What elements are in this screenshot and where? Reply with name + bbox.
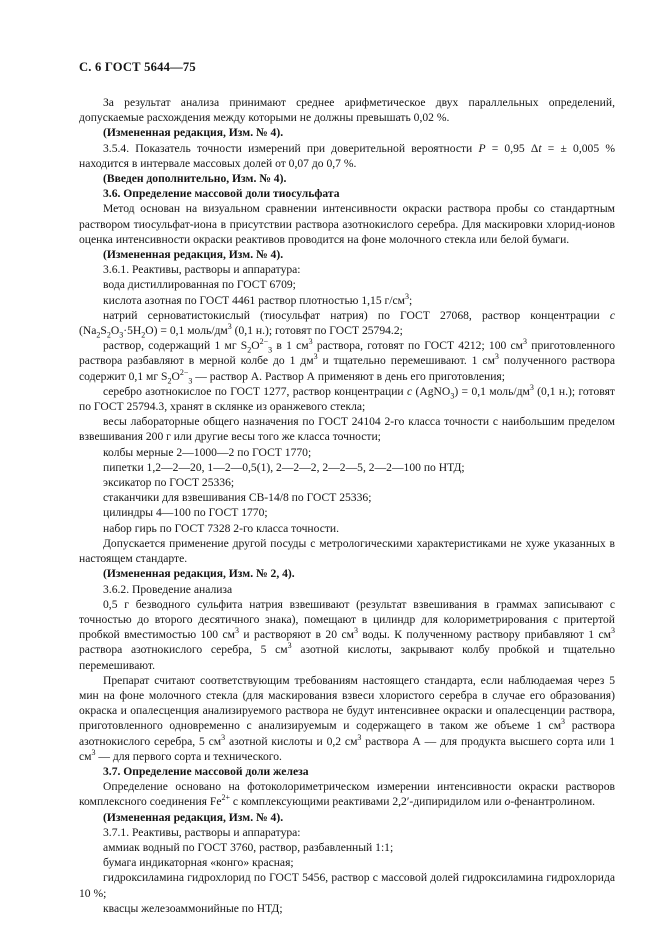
- list-item: колбы мерные 2—1000—2 по ГОСТ 1770;: [103, 445, 312, 459]
- list-item: эксикатор по ГОСТ 25336;: [103, 476, 235, 490]
- list-item: цилиндры 4—100 по ГОСТ 1770;: [103, 506, 268, 520]
- subsection-heading: 3.7.1. Реактивы, растворы и аппаратура:: [103, 825, 301, 839]
- list-item: весы лабораторные общего назначения по ГОСТ 24104 2-го класса точности с наибольшим пределом взвешивания 200 г или другие весы того же класса точности;: [79, 415, 615, 444]
- paragraph: 0,5 г безводного сульфита натрия взвешивают (результат взвешивания в граммах записывают с точностью до второго десятичного знака), помещают в цилиндр для колориметрирования с притертой пробкой вместимостью 100 $см^3$ и растворяют в 20 $см^3$ воды. К полученному раствору прибавляют 1 $см^3$ раствора азотнокислого серебра, 5 $см^3$ азотной кислоты, закрывают колбу пробкой и тщательно перемешивают.: [79, 597, 615, 672]
- list-item: вода дистиллированная по ГОСТ 6709;: [103, 278, 296, 292]
- list-item: стаканчики для взвешивания СВ-14/8 по ГОСТ 25336;: [103, 491, 372, 505]
- list-item: серебро азотнокислое по ГОСТ 1277, раствор концентрации c (AgNO$_3$) = 0,1 моль/$дм^3$ (0,1 н.); готовят по ГОСТ 25794.3, хранят в склянке из оранжевого стекла;: [79, 383, 615, 414]
- amendment-note: (Измененная редакция, Изм. № 2, 4).: [103, 567, 295, 581]
- paragraph: Препарат считают соответствующим требованиям настоящего стандарта, если наблюдаемая через 5 мин на фоне молочного стекла (для маскирования взвеси хлористого серебра в случае его образования) окраска и опалесценция анализируемого раствора не будут интенсивнее окраски и опалесценции раствора, приготовленного одновременно с анализируемым и содержащего в таком же объеме 1 $см^3$ раствора азотнокислого серебра, 5 $см^3$ азотной кислоты и 0,2 $см^3$ раствора А — для продукта высшего сорта или 1 $см^3$ — для первого сорта и технического.: [79, 673, 616, 763]
- amendment-note: (Измененная редакция, Изм. № 4).: [103, 810, 284, 824]
- list-item: натрий серноватистокислый (тиосульфат натрия) по ГОСТ 27068, раствор концентрации c $(Na_2S_2O_3\cdot 5H_2O) = 0,1$ моль/$дм^3$ (0,1 н.); готовят по ГОСТ 25794.2;: [79, 308, 615, 340]
- list-item: гидроксиламина гидрохлорид по ГОСТ 5456, раствор с массовой долей гидроксиламина гидрохлорида 10 %;: [79, 871, 615, 900]
- list-item: кислота азотная по ГОСТ 4461 раствор плотностью 1,15 $г/см^3$;: [103, 291, 413, 307]
- list-item: квасцы железоаммонийные по НТД;: [103, 901, 283, 915]
- list-item: набор гирь по ГОСТ 7328 2-го класса точности.: [103, 521, 340, 535]
- list-item: бумага индикаторная «конго» красная;: [103, 856, 294, 870]
- document-body: [79, 95, 615, 916]
- amendment-note: (Измененная редакция, Изм. № 4).: [103, 126, 284, 140]
- list-item: пипетки 1,2—2—20, 1—2—0,5(1), 2—2—2, 2—2—5, 2—2—100 по НТД;: [103, 460, 465, 474]
- paragraph: Определение основано на фотоколориметрическом измерении интенсивности окраски растворов комплексного соединения $Fe^{2+}$ с комплексующими реактивами 2,2′-дипиридилом или о-фенантролином.: [79, 780, 615, 809]
- paragraph: Метод основан на визуальном сравнении интенсивности окраски раствора пробы со стандартным раствором тиосульфат-иона в присутствии раствора азотнокислого серебра. Для маскировки хлорид-ионов оценка интенсивности окраски реактивов проводится на фоне молочного стекла или белой бумаги.: [79, 202, 615, 246]
- paragraph: Допускается применение другой посуды с метрологическими характеристиками не хуже указанных в настоящем стандарте.: [79, 536, 615, 566]
- subsection-heading: 3.6.2. Проведение анализа: [103, 582, 233, 596]
- list-item: раствор, содержащий 1 мг $S_2O^{2-}_3$ в 1 $см^3$ раствора, готовят по ГОСТ 4212; 100 $см^3$ приготовленного раствора разбавляют в мерной колбе до 1 $дм^3$ и тщательно перемешивают. 1 $см^3$ полученного раствора содержит 0,1 мг $S_2O^{2-}_3$ — раствор А. Раствор А применяют в день его приготовления;: [79, 337, 616, 385]
- amendment-note: (Введен дополнительно, Изм. № 4).: [103, 172, 287, 186]
- list-item: аммиак водный по ГОСТ 3760, раствор, разбавленный 1:1;: [103, 840, 394, 854]
- amendment-note: (Измененная редакция, Изм. № 4).: [103, 248, 284, 262]
- page-header: С. 6 ГОСТ 5644—75: [79, 60, 196, 74]
- section-heading: 3.6. Определение массовой доли тиосульфата: [103, 187, 340, 201]
- paragraph: За результат анализа принимают среднее арифметическое двух параллельных определений, допускаемые расхождения между которыми не должны превышать 0,02 %.: [79, 96, 615, 125]
- paragraph: 3.5.4. Показатель точности измерений при доверительной вероятности P = 0,95 Δt = ± 0,005 % находится в интервале массовых долей от 0,07 до 0,7 %.: [79, 141, 615, 170]
- subsection-heading: 3.6.1. Реактивы, растворы и аппаратура:: [103, 263, 301, 277]
- section-heading: 3.7. Определение массовой доли железа: [103, 764, 309, 778]
